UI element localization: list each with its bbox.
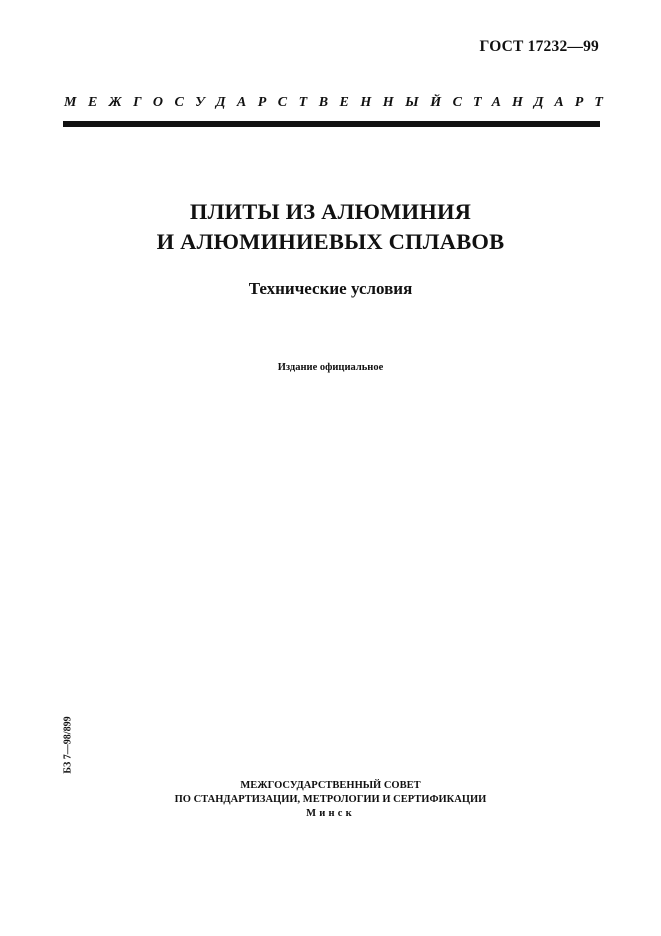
publisher-city: Минск [306, 808, 355, 819]
title-line-1: ПЛИТЫ ИЗ АЛЮМИНИЯ [189, 199, 472, 224]
side-catalog-code: БЗ 7—98/899 [62, 716, 74, 774]
subtitle: Технические условия [248, 279, 413, 298]
publisher-line-1: МЕЖГОСУДАРСТВЕННЫЙ СОВЕТ [240, 780, 421, 791]
header-word-standard: СТАНДАРТ [452, 95, 614, 110]
standard-type-header [64, 95, 614, 111]
header-word-interstate: МЕЖГОСУДАРСТВЕННЫЙ [64, 95, 453, 110]
standard-number: ГОСТ 17232—99 [479, 38, 599, 55]
title-line-2: И АЛЮМИНИЕВЫХ СПЛАВОВ [156, 229, 505, 254]
header-rule [63, 121, 600, 127]
edition-note: Издание официальное [277, 362, 384, 373]
publisher-line-2: ПО СТАНДАРТИЗАЦИИ, МЕТРОЛОГИИ И СЕРТИФИКАЦИИ [174, 794, 487, 805]
